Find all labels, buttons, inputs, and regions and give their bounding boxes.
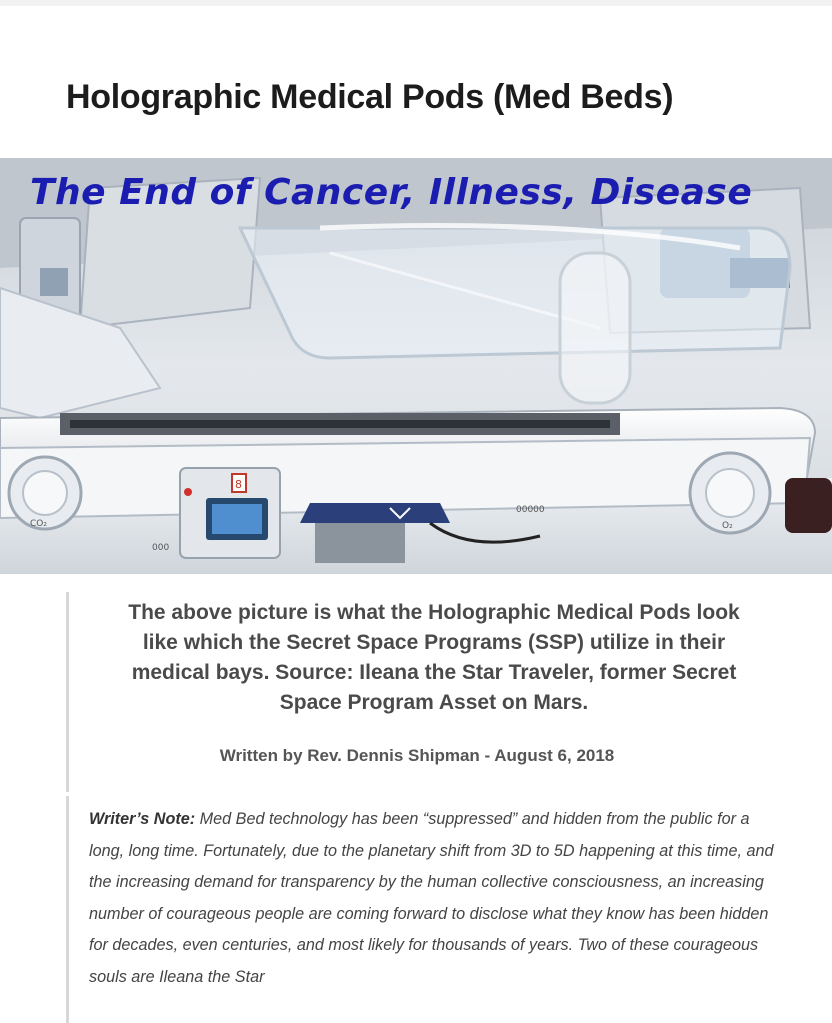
- writers-note: [66, 796, 789, 1023]
- med-pod-illustration: [0, 158, 832, 574]
- quote-text: The above picture is what the Holographic Medical Pods look like which the Secret Space Programs (SSP) utilize in their medical bays. Source: Ileana the Star Traveler, former Secret Space Program Asset on Mars.: [128, 601, 740, 714]
- left-counter: 000: [152, 543, 170, 553]
- image-source-quote: [66, 592, 765, 792]
- right-dial-label: O₂: [722, 521, 733, 531]
- note-label: Writer’s Note:: [89, 810, 196, 828]
- top-divider: [0, 0, 832, 6]
- right-counter: 00000: [516, 505, 545, 515]
- image-caption: The End of Cancer, Illness, Disease: [30, 172, 753, 213]
- note-text: [89, 804, 779, 994]
- author-byline: Written by Rev. Dennis Shipman - August 6, 2018: [219, 746, 615, 765]
- left-dial-label: CO₂: [30, 519, 47, 529]
- article-title: Holographic Medical Pods (Med Beds): [66, 77, 674, 116]
- note-body: Med Bed technology has been “suppressed” and hidden from the public for a long, long time. Fortunately, due to the planetary shift from 3D to 5D happening at this time, and the increasing demand for transparency by the human collective consciousness, an increasing number of courageous people are coming forward to disclose what they know has been hidden for decades, even centuries, and most likely for thousands of years. Two of these courageous souls are Ileana the Star: [89, 810, 774, 986]
- panel-badge: 8: [235, 478, 242, 491]
- hero-image: [0, 158, 832, 574]
